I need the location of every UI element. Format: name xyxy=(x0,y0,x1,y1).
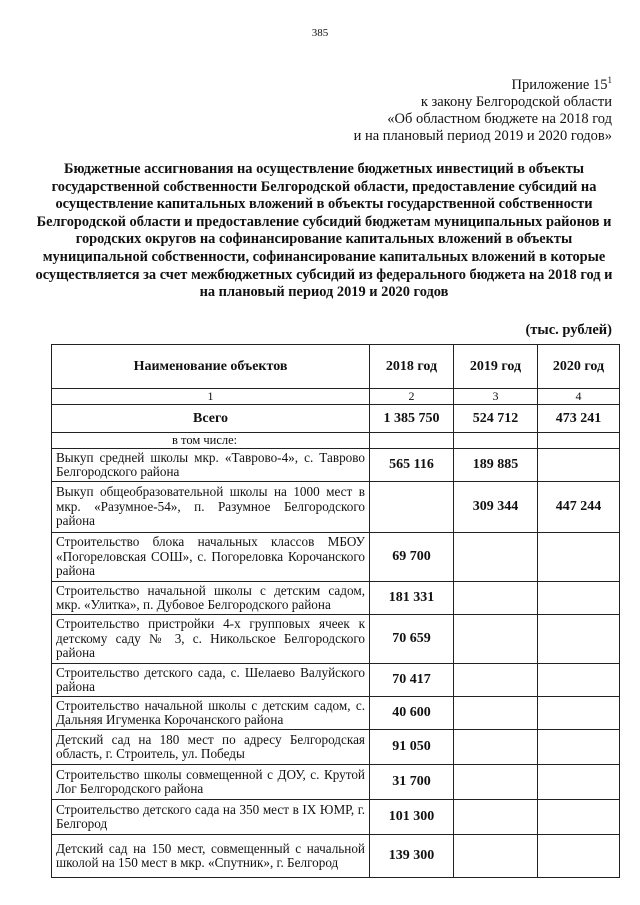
value-2020 xyxy=(538,449,620,482)
value-2018: 70 417 xyxy=(370,664,454,697)
value-2018: 139 300 xyxy=(370,835,454,878)
column-number: 3 xyxy=(454,389,538,405)
appendix-line-3: «Об областном бюджете на 2018 год xyxy=(387,110,612,127)
value-2018: 40 600 xyxy=(370,697,454,730)
column-number: 4 xyxy=(538,389,620,405)
budget-table xyxy=(51,344,620,878)
value-2019: 309 344 xyxy=(454,482,538,533)
appendix-superscript: 1 xyxy=(607,75,612,85)
value-2020 xyxy=(538,582,620,615)
column-number-row xyxy=(52,389,620,405)
total-row xyxy=(52,405,620,433)
table-row xyxy=(52,800,620,835)
header-2019: 2019 год xyxy=(454,345,538,389)
table-row xyxy=(52,449,620,482)
value-2018: 91 050 xyxy=(370,730,454,765)
value-2018: 70 659 xyxy=(370,615,454,664)
value-2018: 101 300 xyxy=(370,800,454,835)
total-2018: 1 385 750 xyxy=(370,405,454,433)
object-name: Детский сад на 150 мест, совмещенный с начальной школой на 150 мест в мкр. «Спутник», г. Белгород xyxy=(52,835,370,878)
document-title: Бюджетные ассигнования на осуществление бюджетных инвестиций в объекты государственной собственности Белгородской области, предоставление субсидий на осуществление капитальных вложений в объекты государственной собственности Белгородской области и предоставление субсидий бюджетам муниципальных районов и городских округов на софинансирование капитальных вложений в объекты муниципальной собственности, софинансирование капитальных вложений в которые осуществляется за счет межбюджетных субсидий из федерального бюджета на 2018 год и на плановый период 2019 и 2020 годов xyxy=(35,161,613,301)
value-2020 xyxy=(538,765,620,800)
table-row xyxy=(52,533,620,582)
value-2019 xyxy=(454,533,538,582)
object-name: Строительство начальной школы с детским садом, с. Дальняя Игуменка Корочанского района xyxy=(52,697,370,730)
object-name: Строительство детского сада на 350 мест в IX ЮМР, г. Белгород xyxy=(52,800,370,835)
value-2018 xyxy=(370,482,454,533)
value-2019 xyxy=(454,800,538,835)
value-2020 xyxy=(538,835,620,878)
page-number: 385 xyxy=(311,27,329,39)
value-2020 xyxy=(538,800,620,835)
object-name: Строительство начальной школы с детским садом, мкр. «Улитка», п. Дубовое Белгородского района xyxy=(52,582,370,615)
value-2018: 69 700 xyxy=(370,533,454,582)
column-number: 2 xyxy=(370,389,454,405)
value-2019 xyxy=(454,835,538,878)
object-name: Строительство школы совмещенной с ДОУ, с. Крутой Лог Белгородского района xyxy=(52,765,370,800)
value-2020 xyxy=(538,730,620,765)
including-label: в том числе: xyxy=(52,433,370,449)
column-number: 1 xyxy=(52,389,370,405)
value-2018: 565 116 xyxy=(370,449,454,482)
object-name: Выкуп общеобразовательной школы на 1000 мест в мкр. «Разумное-54», п. Разумное Белгородского района xyxy=(52,482,370,533)
table-row xyxy=(52,482,620,533)
value-2019 xyxy=(454,697,538,730)
value-2019 xyxy=(454,664,538,697)
appendix-header xyxy=(354,72,612,145)
total-2019: 524 712 xyxy=(454,405,538,433)
total-label: Всего xyxy=(52,405,370,433)
value-2018: 31 700 xyxy=(370,765,454,800)
value-2019 xyxy=(454,730,538,765)
value-2020 xyxy=(538,664,620,697)
object-name: Строительство блока начальных классов МБОУ «Погореловская СОШ», с. Погореловка Корочанского района xyxy=(52,533,370,582)
table-row xyxy=(52,765,620,800)
object-name: Выкуп средней школы мкр. «Таврово-4», с. Таврово Белгородского района xyxy=(52,449,370,482)
object-name: Детский сад на 180 мест по адресу Белгородская область, г. Строитель, ул. Победы xyxy=(52,730,370,765)
appendix-line-4: и на плановый период 2019 и 2020 годов» xyxy=(353,127,612,144)
table-row xyxy=(52,664,620,697)
table-row xyxy=(52,582,620,615)
table-row xyxy=(52,697,620,730)
total-2020: 473 241 xyxy=(538,405,620,433)
appendix-label-line xyxy=(354,72,612,94)
including-row xyxy=(52,433,620,449)
object-name: Строительство пристройки 4-х групповых ячеек к детскому саду № 3, с. Никольское Белгородского района xyxy=(52,615,370,664)
value-2020 xyxy=(538,697,620,730)
header-object-name: Наименование объектов xyxy=(52,345,370,389)
value-2020 xyxy=(538,533,620,582)
value-2020 xyxy=(538,615,620,664)
table-header-row xyxy=(52,345,620,389)
value-2019 xyxy=(454,615,538,664)
object-name: Строительство детского сада, с. Шелаево Валуйского района xyxy=(52,664,370,697)
units-label: (тыс. рублей) xyxy=(525,322,612,338)
appendix-label: Приложение 15 xyxy=(511,76,608,93)
value-2020: 447 244 xyxy=(538,482,620,533)
appendix-line-2: к закону Белгородской области xyxy=(420,93,612,110)
value-2018: 181 331 xyxy=(370,582,454,615)
header-2020: 2020 год xyxy=(538,345,620,389)
value-2019: 189 885 xyxy=(454,449,538,482)
value-2019 xyxy=(454,765,538,800)
table-row xyxy=(52,615,620,664)
table-row xyxy=(52,835,620,878)
header-2018: 2018 год xyxy=(370,345,454,389)
value-2019 xyxy=(454,582,538,615)
table-row xyxy=(52,730,620,765)
